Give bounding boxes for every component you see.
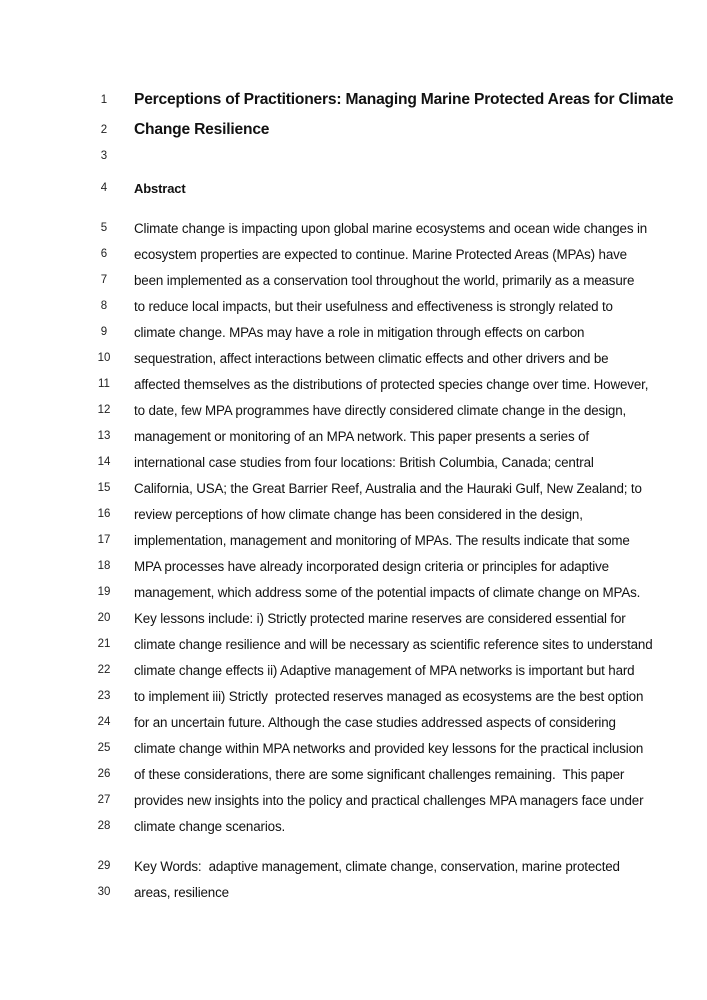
title-line (0, 121, 707, 141)
line-number: 25 (97, 742, 111, 754)
abstract-line (0, 767, 707, 787)
line-number: 18 (97, 560, 111, 572)
blank-line (0, 150, 707, 170)
line-number: 8 (100, 300, 108, 312)
abstract-text: international case studies from four locations: British Columbia, Canada; central (134, 455, 594, 470)
abstract-line (0, 611, 707, 631)
abstract-line (0, 429, 707, 449)
abstract-heading: Abstract (134, 181, 186, 196)
abstract-line (0, 221, 707, 241)
abstract-line (0, 715, 707, 735)
abstract-line (0, 559, 707, 579)
abstract-text: to date, few MPA programmes have directly considered climate change in the design, (134, 403, 627, 418)
abstract-line (0, 481, 707, 501)
abstract-line (0, 403, 707, 423)
line-number: 12 (97, 404, 111, 416)
abstract-text: ecosystem properties are expected to continue. Marine Protected Areas (MPAs) have (134, 247, 627, 262)
line-number: 20 (97, 612, 111, 624)
abstract-text: affected themselves as the distributions of protected species change over time. However, (134, 377, 649, 392)
line-number: 19 (97, 586, 111, 598)
keywords-line (0, 859, 707, 879)
abstract-line (0, 325, 707, 345)
abstract-line (0, 585, 707, 605)
line-number: 7 (100, 274, 108, 286)
abstract-heading-line (0, 181, 707, 201)
line-number: 30 (97, 886, 111, 898)
line-number: 27 (97, 794, 111, 806)
abstract-text: provides new insights into the policy and practical challenges MPA managers face under (134, 793, 644, 808)
abstract-line (0, 455, 707, 475)
keywords-line (0, 885, 707, 905)
abstract-text: MPA processes have already incorporated design criteria or principles for adaptive (134, 559, 609, 574)
abstract-line (0, 247, 707, 267)
abstract-text: California, USA; the Great Barrier Reef, Australia and the Hauraki Gulf, New Zealand; to (134, 481, 642, 496)
line-number: 14 (97, 456, 111, 468)
abstract-line (0, 533, 707, 553)
title-text: Perceptions of Practitioners: Managing Marine Protected Areas for Climate (134, 91, 674, 108)
abstract-text: Climate change is impacting upon global marine ecosystems and ocean wide changes in (134, 221, 648, 236)
abstract-text: for an uncertain future. Although the case studies addressed aspects of considering (134, 715, 616, 730)
abstract-text: sequestration, affect interactions between climatic effects and other drivers and be (134, 351, 609, 366)
line-number: 10 (97, 352, 111, 364)
line-number: 22 (97, 664, 111, 676)
abstract-text: climate change resilience and will be necessary as scientific reference sites to understand (134, 637, 653, 652)
abstract-text: management, which address some of the potential impacts of climate change on MPAs. (134, 585, 641, 600)
abstract-line (0, 351, 707, 371)
abstract-line (0, 793, 707, 813)
abstract-line (0, 637, 707, 657)
abstract-text: climate change scenarios. (134, 819, 286, 834)
title-text: Change Resilience (134, 121, 270, 138)
abstract-text: management or monitoring of an MPA network. This paper presents a series of (134, 429, 589, 444)
line-number: 17 (97, 534, 111, 546)
line-number: 13 (97, 430, 111, 442)
abstract-line (0, 299, 707, 319)
line-number: 28 (97, 820, 111, 832)
abstract-line (0, 377, 707, 397)
line-number: 9 (100, 326, 108, 338)
abstract-line (0, 689, 707, 709)
line-number: 23 (97, 690, 111, 702)
abstract-line (0, 819, 707, 839)
line-number: 3 (100, 150, 108, 162)
abstract-line (0, 273, 707, 293)
abstract-line (0, 663, 707, 683)
line-number: 16 (97, 508, 111, 520)
line-number: 11 (98, 378, 110, 390)
abstract-line (0, 741, 707, 761)
line-number: 1 (100, 94, 108, 106)
abstract-text: to implement iii) Strictly protected reserves managed as ecosystems are the best option (134, 689, 644, 704)
line-number: 4 (100, 182, 108, 194)
line-number: 6 (100, 248, 108, 260)
line-number: 24 (97, 716, 111, 728)
line-number: 15 (97, 482, 111, 494)
abstract-text: climate change. MPAs may have a role in mitigation through effects on carbon (134, 325, 585, 340)
line-number: 26 (97, 768, 111, 780)
abstract-text: to reduce local impacts, but their usefulness and effectiveness is strongly related to (134, 299, 613, 314)
keywords-text: areas, resilience (134, 885, 229, 900)
abstract-text: of these considerations, there are some significant challenges remaining. This paper (134, 767, 625, 782)
line-number: 29 (97, 860, 111, 872)
abstract-text: been implemented as a conservation tool throughout the world, primarily as a measure (134, 273, 635, 288)
keywords-text: Key Words: adaptive management, climate change, conservation, marine protected (134, 859, 620, 874)
abstract-line (0, 507, 707, 527)
title-line (0, 91, 707, 111)
line-number: 21 (97, 638, 111, 650)
abstract-text: climate change effects ii) Adaptive management of MPA networks is important but hard (134, 663, 635, 678)
abstract-text: climate change within MPA networks and provided key lessons for the practical inclusion (134, 741, 644, 756)
line-number: 2 (100, 124, 108, 136)
line-number: 5 (100, 222, 108, 234)
abstract-text: Key lessons include: i) Strictly protected marine reserves are considered essential for (134, 611, 626, 626)
abstract-text: review perceptions of how climate change has been considered in the design, (134, 507, 583, 522)
abstract-text: implementation, management and monitoring of MPAs. The results indicate that some (134, 533, 630, 548)
